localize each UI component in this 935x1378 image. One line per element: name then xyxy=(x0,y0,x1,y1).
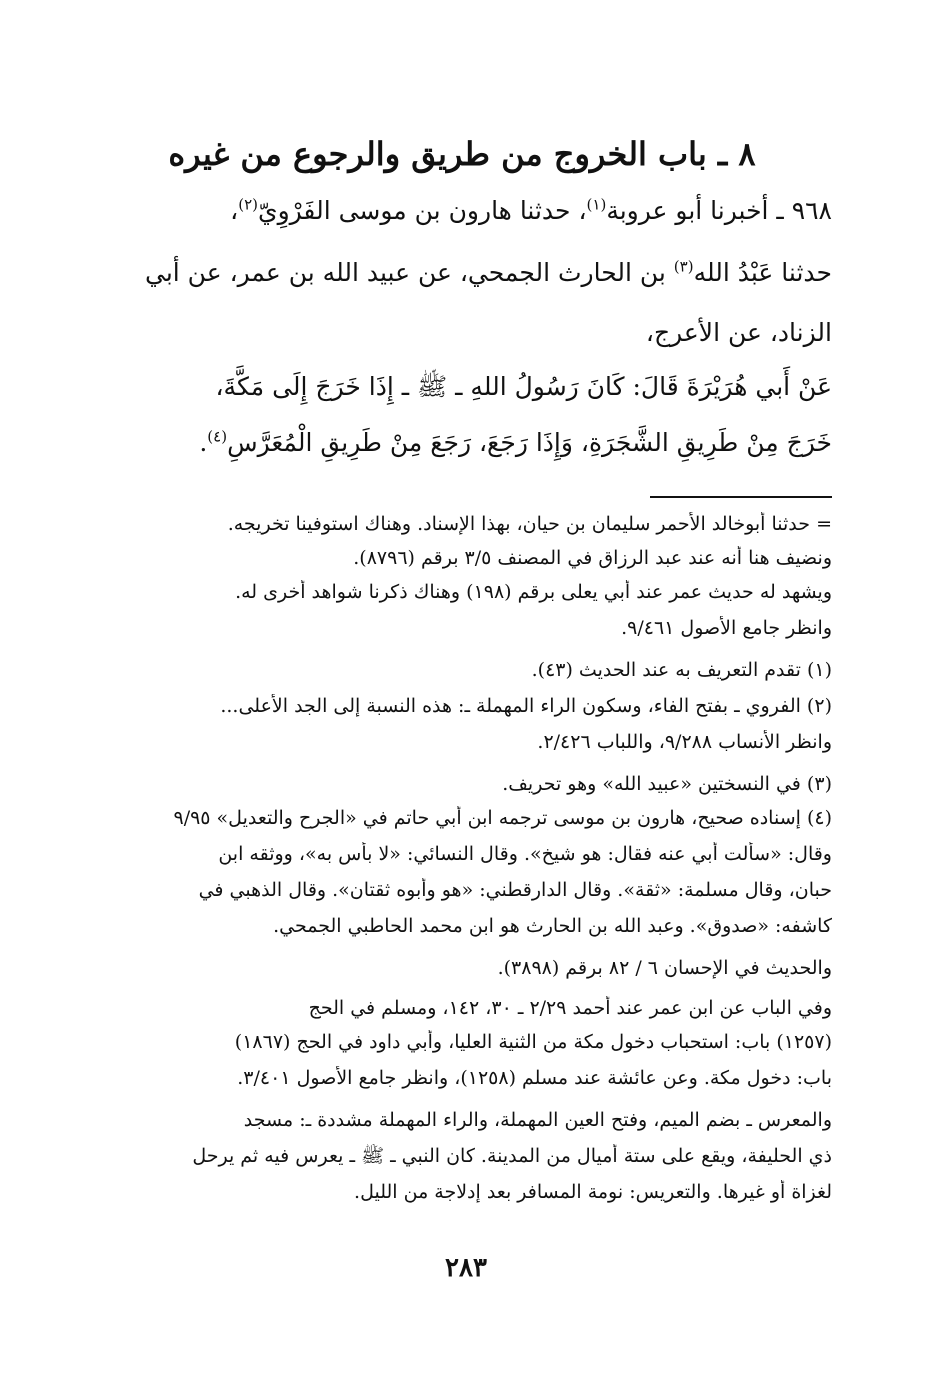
footnote-ref[interactable]: (٤) xyxy=(207,427,228,446)
footnote-line: والحديث في الإحسان ٦ / ٨٢ برقم (٣٨٩٨). xyxy=(497,957,832,979)
hadith-line-1 xyxy=(100,196,832,226)
hadith-line-3: الزناد، عن الأعرج، xyxy=(645,318,832,347)
hadith-matn-line-1: عَنْ أَبي هُرَيْرَةَ قَالَ: كَانَ رَسُولُ اللهِ ـ ﷺ ـ إِذَا خَرَجَ إِلَى مَكَّةَ، xyxy=(215,372,832,401)
chapter-title: ٨ ـ باب الخروج من طريق والرجوع من غيره xyxy=(168,135,756,173)
footnote-line: ويشهد له حديث عمر عند أبي يعلى برقم (١٩٨) وهناك ذكرنا شواهد أخرى له. xyxy=(235,581,832,603)
hadith-text: . xyxy=(199,428,208,457)
book-page xyxy=(100,110,832,1360)
hadith-line-2 xyxy=(100,258,832,288)
hadith-text: ، xyxy=(230,196,239,225)
page-number: ٢٨٣ xyxy=(445,1253,487,1283)
footnote-line: وفي الباب عن ابن عمر عند أحمد ٢/٢٩ ـ ٣٠، ١٤٢، ومسلم في الحج xyxy=(308,997,832,1019)
footnote-line: حبان، وقال مسلمة: «ثقة». وقال الدارقطني: «هو وأبوه ثقتان». وقال الذهبي في xyxy=(198,879,832,901)
hadith-text: ، حدثنا هارون بن موسى الفَرْوِيّ xyxy=(258,196,587,225)
footnote-line: كاشفه: «صدوق». وعبد الله بن الحارث هو ابن محمد الحاطبي الجمحي. xyxy=(273,915,832,937)
footnote-line: (٣) في النسختين «عبيد الله» وهو تحريف. xyxy=(502,773,832,795)
footnote-line: (١) تقدم التعريف به عند الحديث (٤٣). xyxy=(531,659,832,681)
hadith-text: خَرَجَ مِنْ طَرِيقِ الشَّجَرَةِ، وَإِذَا رَجَعَ، رَجَعَ مِنْ طَرِيقِ الْمُعَرَّسِ xyxy=(227,428,832,457)
footnote-line: = حدثنا أبوخالد الأحمر سليمان بن حيان، بهذا الإسناد. وهناك استوفينا تخريجه. xyxy=(227,513,832,535)
hadith-text: بن الحارث الجمحي، عن عبيد الله بن عمر، عن أبي xyxy=(144,258,674,287)
footnote-line: وانظر جامع الأصول ٩/٤٦١. xyxy=(621,617,832,639)
footnote-line: ونضيف هنا أنه عند عبد الرزاق في المصنف ٣/٥ برقم (٨٧٩٦). xyxy=(353,547,832,569)
footnote-ref[interactable]: (١) xyxy=(586,195,607,214)
footnote-line: (٤) إسناده صحيح، هارون بن موسى ترجمه ابن أبي حاتم في «الجرح والتعديل» ٩/٩٥ xyxy=(173,807,832,829)
footnote-line: والمعرس ـ بضم الميم، وفتح العين المهملة، والراء المهملة مشددة ـ: مسجد xyxy=(243,1109,832,1131)
footnote-line: ذي الحليفة، ويقع على ستة أميال من المدينة. كان النبي ـ ﷺ ـ يعرس فيه ثم يرحل xyxy=(192,1145,832,1167)
footnote-ref[interactable]: (٣) xyxy=(673,257,694,276)
hadith-matn-line-2 xyxy=(100,428,832,458)
hadith-text: حدثنا عَبْدُ الله xyxy=(693,258,832,287)
footnote-line: باب: دخول مكة. وعن عائشة عند مسلم (١٢٥٨)، وانظر جامع الأصول ٣/٤٠١. xyxy=(237,1067,832,1089)
footnote-ref[interactable]: (٢) xyxy=(238,195,258,214)
footnote-line: (٢) الفروي ـ بفتح الفاء، وسكون الراء المهملة ـ: هذه النسبة إلى الجد الأعلى... xyxy=(220,695,832,717)
footnote-line: لغزاة أو غيرها. والتعريس: نومة المسافر بعد إدلاجة من الليل. xyxy=(354,1181,832,1203)
footnote-divider xyxy=(650,496,832,498)
hadith-text: ٩٦٨ ـ أخبرنا أبو عروبة xyxy=(606,196,832,225)
footnote-line: (١٢٥٧) باب: استحباب دخول مكة من الثنية العليا، وأبي داود في الحج (١٨٦٧) xyxy=(234,1031,832,1053)
footnote-line: وقال: «سألت أبي عنه فقال: هو شيخ». وقال النسائي: «لا بأس به»، ووثقه ابن xyxy=(218,843,832,865)
footnote-line: وانظر الأنساب ٩/٢٨٨، واللباب ٢/٤٢٦. xyxy=(537,731,832,753)
